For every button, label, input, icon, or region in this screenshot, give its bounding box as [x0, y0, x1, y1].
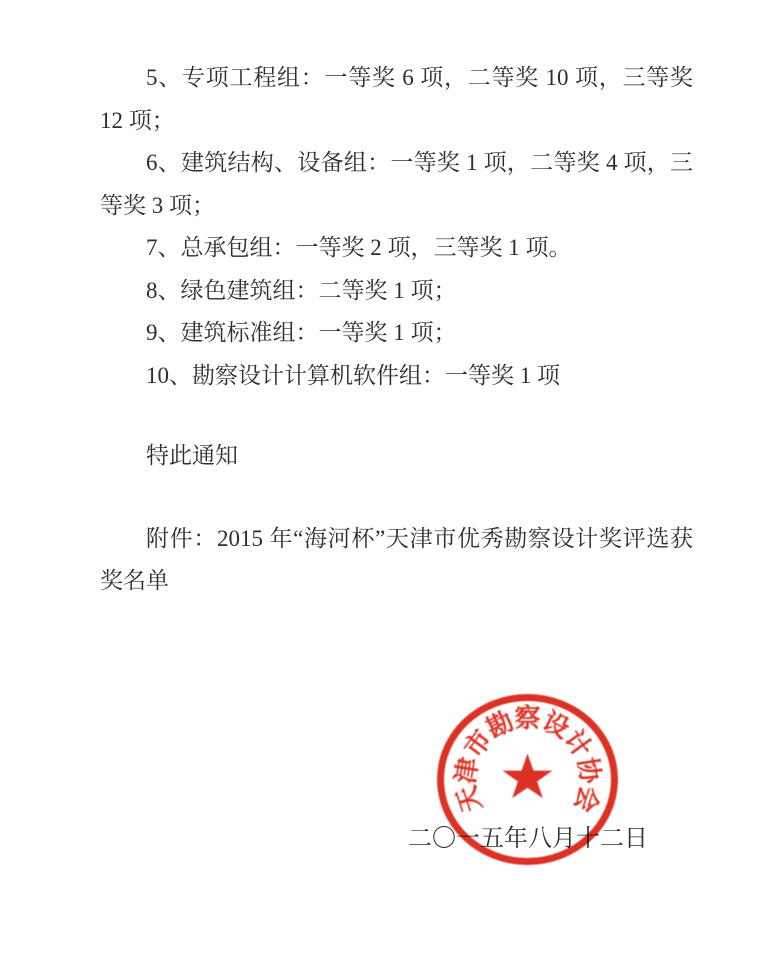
document-date: 二〇一五年八月十二日	[408, 826, 648, 852]
award-group-paragraph: 5、专项工程组：一等奖 6 项，二等奖 10 项，三等奖 12 项；	[100, 65, 693, 133]
award-group-paragraph: 8、绿色建筑组：二等奖 1 项；	[146, 277, 457, 303]
seal-organization-text: 天 津 市 勘 察 设 计 协 会	[450, 703, 605, 816]
award-group-paragraph: 6、建筑结构、设备组：一等奖 1 项，二等奖 4 项，三等奖 3 项；	[100, 150, 693, 218]
award-group-paragraph: 9、建筑标准组：一等奖 1 项；	[146, 320, 457, 345]
document-body	[100, 57, 693, 603]
closing-notice: 特此通知	[146, 443, 238, 468]
official-seal	[437, 694, 618, 865]
award-group-paragraph: 7、总承包组：一等奖 2 项，三等奖 1 项。	[146, 235, 572, 260]
attachment-line: 附件：2015 年“海河杯”天津市优秀勘察设计奖评选获奖名单	[100, 525, 693, 593]
award-group-paragraph: 10、勘察设计计算机软件组：一等奖 1 项	[146, 362, 560, 388]
